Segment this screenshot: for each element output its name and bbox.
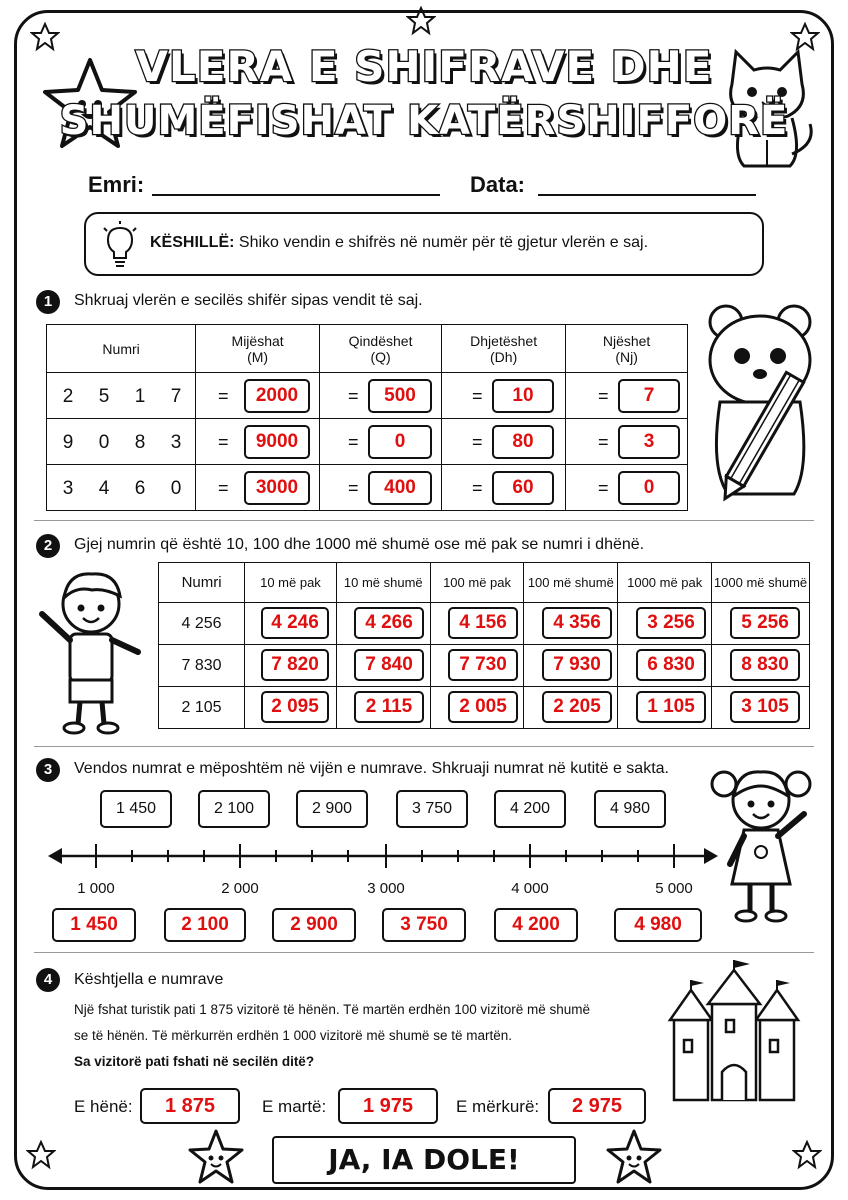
tip-text: Shiko vendin e shifrës në numër për të gjetur vlerën e saj. [238, 234, 649, 251]
header-col: 100 më pak [430, 563, 524, 603]
answer-box[interactable]: 3 [618, 425, 680, 459]
given-number-box: 2 100 [198, 790, 270, 828]
header-number: Numri [159, 563, 245, 603]
equals-sign: = [598, 432, 609, 452]
row-number: 7 830 [159, 645, 245, 687]
digit: 4 [98, 478, 110, 499]
story-line-2: se të hënën. Të mërkurrën erdhën 1 000 vizitorë më shumë se të martën. [74, 1028, 512, 1043]
digit: 3 [170, 432, 182, 453]
section-4-heading: Kështjella e numrave [74, 971, 224, 988]
equals-sign: = [598, 478, 609, 498]
answer-box[interactable]: 7 730 [448, 649, 518, 681]
answer-box[interactable]: 4 266 [354, 607, 424, 639]
digit: 9 [62, 432, 74, 453]
tick-label: 4 000 [511, 880, 549, 897]
given-number-box: 1 450 [100, 790, 172, 828]
day-label-monday: E hënë: [74, 1097, 133, 1116]
smiling-star-icon [604, 1128, 664, 1186]
answer-box[interactable]: 7 840 [354, 649, 424, 681]
section-3-badge: 3 [36, 758, 60, 782]
digit: 1 [134, 386, 146, 407]
given-number-box: 3 750 [396, 790, 468, 828]
header-col: 1000 më shumë [712, 563, 810, 603]
digit: 0 [170, 478, 182, 499]
smiling-star-icon [186, 1128, 246, 1186]
answer-box[interactable]: 4 356 [542, 607, 612, 639]
name-field[interactable] [152, 194, 440, 196]
equals-sign: = [472, 432, 483, 452]
answer-box[interactable]: 7 930 [542, 649, 612, 681]
section-3-instruction: Vendos numrat e mëposhtëm në vijën e numrave. Shkruaji numrat në kutitë e sakta. [74, 760, 669, 777]
answer-box[interactable]: 2 900 [272, 908, 356, 942]
answer-box[interactable]: 4 246 [261, 607, 329, 639]
star-icon [406, 6, 436, 36]
completion-banner: JA, IA DOLE! [272, 1136, 576, 1184]
answer-box[interactable]: 4 156 [448, 607, 518, 639]
equals-sign: = [218, 386, 229, 406]
digit: 3 [62, 478, 74, 499]
answer-box[interactable]: 3 256 [636, 607, 706, 639]
answer-box[interactable]: 3000 [244, 471, 310, 505]
answer-box[interactable]: 400 [368, 471, 432, 505]
answer-box[interactable]: 500 [368, 379, 432, 413]
header-col: 10 më shumë [336, 563, 430, 603]
bear-with-pencil-illustration [698, 298, 822, 504]
answer-box[interactable]: 80 [492, 425, 554, 459]
answer-box[interactable]: 2 205 [542, 691, 612, 723]
wednesday-answer-box[interactable]: 2 975 [548, 1088, 646, 1124]
given-number-box: 4 980 [594, 790, 666, 828]
equals-sign: = [348, 478, 359, 498]
table-row [50, 386, 194, 408]
day-label-tuesday: E martë: [262, 1097, 327, 1116]
equals-sign: = [348, 386, 359, 406]
section-2-badge: 2 [36, 534, 60, 558]
story-question: Sa vizitorë pati fshati në secilën ditë? [74, 1054, 315, 1069]
given-number-box: 2 900 [296, 790, 368, 828]
answer-box[interactable]: 2000 [244, 379, 310, 413]
section-1-badge: 1 [36, 290, 60, 314]
equals-sign: = [472, 386, 483, 406]
answer-box[interactable]: 3 750 [382, 908, 466, 942]
equals-sign: = [348, 432, 359, 452]
girl-illustration [708, 756, 820, 928]
answer-box[interactable]: 9000 [244, 425, 310, 459]
digit: 2 [62, 386, 74, 407]
answer-box[interactable]: 1 105 [636, 691, 706, 723]
day-label-wednesday: E mërkurë: [456, 1097, 540, 1116]
date-field[interactable] [538, 194, 756, 196]
header-number: Numri [47, 325, 196, 373]
header-tens: Dhjetëshet (Dh) [442, 325, 566, 373]
answer-box[interactable]: 7 820 [261, 649, 329, 681]
row-number: 2 105 [159, 687, 245, 729]
digit: 6 [134, 478, 146, 499]
answer-box[interactable]: 60 [492, 471, 554, 505]
equals-sign: = [598, 386, 609, 406]
section-4-badge: 4 [36, 968, 60, 992]
monday-answer-box[interactable]: 1 875 [140, 1088, 240, 1124]
castle-illustration [660, 960, 808, 1106]
tick-label: 3 000 [367, 880, 405, 897]
answer-box[interactable]: 8 830 [730, 649, 800, 681]
answer-box[interactable]: 6 830 [636, 649, 706, 681]
tuesday-answer-box[interactable]: 1 975 [338, 1088, 438, 1124]
section-divider [34, 952, 814, 953]
answer-box[interactable]: 2 095 [261, 691, 329, 723]
answer-box[interactable]: 10 [492, 379, 554, 413]
page-title-line2: SHUMËFISHAT KATËRSHIFFORË [59, 98, 789, 144]
answer-box[interactable]: 3 105 [730, 691, 800, 723]
answer-box[interactable]: 0 [368, 425, 432, 459]
story-line-1: Një fshat turistik pati 1 875 vizitorë të hënën. Të martën erdhën 100 vizitorë më shumë [74, 1002, 591, 1017]
digit: 5 [98, 386, 110, 407]
equals-sign: = [218, 478, 229, 498]
table-row [50, 478, 194, 500]
answer-box[interactable]: 1 450 [52, 908, 136, 942]
answer-box[interactable]: 0 [618, 471, 680, 505]
answer-box[interactable]: 2 100 [164, 908, 246, 942]
header-thousands: Mijëshat (M) [196, 325, 320, 373]
tick-label: 1 000 [77, 880, 115, 897]
answer-box[interactable]: 5 256 [730, 607, 800, 639]
answer-box[interactable]: 4 200 [494, 908, 578, 942]
given-number-box: 4 200 [494, 790, 566, 828]
answer-box[interactable]: 4 980 [614, 908, 702, 942]
header-col: 10 më pak [245, 563, 337, 603]
section-1-instruction: Shkruaj vlerën e secilës shifër sipas vendit të saj. [74, 292, 423, 309]
answer-box[interactable]: 7 [618, 379, 680, 413]
section-divider [34, 520, 814, 521]
equals-sign: = [218, 432, 229, 452]
name-label: Emri: [88, 172, 145, 197]
tick-label: 5 000 [655, 880, 693, 897]
tick-label: 2 000 [221, 880, 259, 897]
boy-illustration [34, 564, 148, 736]
date-label: Data: [470, 172, 526, 197]
number-line [44, 838, 722, 874]
section-2-instruction: Gjej numrin që është 10, 100 dhe 1000 më shumë ose më pak se numri i dhënë. [74, 536, 645, 553]
row-number: 4 256 [159, 603, 245, 645]
tip-label: KËSHILLË: [150, 234, 235, 251]
page-title-line1: VLERA E SHIFRAVE DHE [135, 42, 713, 91]
digit: 8 [134, 432, 146, 453]
equals-sign: = [472, 478, 483, 498]
header-hundreds: Qindëshet (Q) [320, 325, 442, 373]
star-icon [26, 1140, 56, 1170]
section-divider [34, 746, 814, 747]
answer-box[interactable]: 2 115 [354, 691, 424, 723]
digit: 7 [170, 386, 182, 407]
table-row [50, 432, 194, 454]
header-col: 1000 më pak [618, 563, 712, 603]
header-col: 100 më shumë [524, 563, 618, 603]
star-icon [792, 1140, 822, 1170]
answer-box[interactable]: 2 005 [448, 691, 518, 723]
tip-box [84, 212, 764, 276]
digit: 0 [98, 432, 110, 453]
lightbulb-icon [100, 220, 140, 270]
header-ones: Njëshet (Nj) [566, 325, 688, 373]
